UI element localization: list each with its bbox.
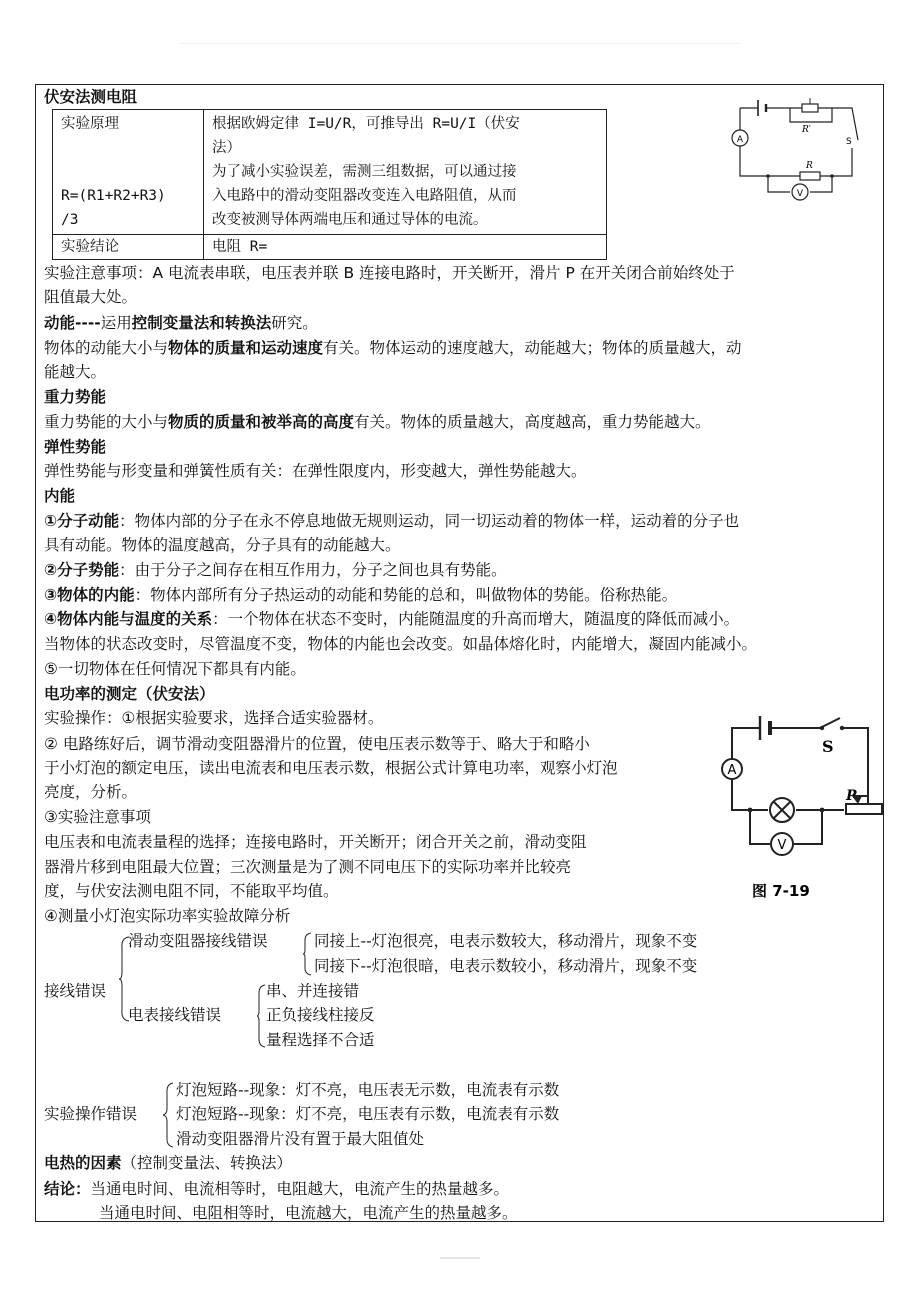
notes-line: 阻值最大处。 bbox=[44, 288, 138, 306]
kinetic-1a: 物体的动能大小与 bbox=[44, 339, 169, 357]
brace-meter bbox=[256, 984, 266, 1048]
principle-line: 根据欧姆定律 I=U/R，可推导出 R=U/I（伏安 bbox=[212, 116, 520, 132]
heat-c1: 当通电时间、电流相等时，电阻越大，电流产生的热量越多。 bbox=[90, 1180, 510, 1198]
ammeter-label: A bbox=[736, 135, 744, 145]
internal-p3 bbox=[44, 584, 677, 606]
brace-wiring bbox=[118, 936, 130, 1022]
internal-p1-b: ①分子动能 bbox=[44, 512, 120, 530]
internal-p4-b: ④物体内能与温度的关系 bbox=[44, 610, 213, 628]
meter-fault-3: 量程选择不合适 bbox=[266, 1031, 375, 1049]
header-rule bbox=[180, 43, 740, 44]
power-title: 电功率的测定（伏安法） bbox=[44, 685, 215, 703]
notes-line: 实验注意事项：A 电流表串联，电压表并联 B 连接电路时，开关断开，滑片 P 在开关闭合前始终处于 bbox=[44, 264, 735, 282]
internal-title: 内能 bbox=[44, 487, 76, 505]
principle-line: 入电路中的滑动变阻器改变连入电路阻值，从而 bbox=[212, 188, 517, 204]
power-op3-line: 电压表和电流表量程的选择；连接电路时，开关断开；闭合开关之前，滑动变阻 bbox=[44, 833, 587, 851]
elastic-title: 弹性势能 bbox=[44, 438, 107, 456]
slider-rheostat-symbol bbox=[846, 804, 882, 814]
power-op2-line: ② 电路练好后，调节滑动变阻器滑片的位置，使电压表示数等于、略大于和略小 bbox=[44, 735, 590, 753]
power-op2-line: 亮度，分析。 bbox=[44, 783, 138, 801]
heat-title-b: 电热的因素 bbox=[44, 1154, 122, 1172]
ammeter-label: A bbox=[727, 763, 737, 778]
rheostat-wiring-error: 滑动变阻器接线错误 bbox=[128, 932, 268, 950]
heat-title bbox=[44, 1152, 292, 1174]
internal-p1-a: ：物体内部的分子在永不停息地做无规则运动，同一切运动着的物体一样，运动着的分子也 bbox=[119, 512, 740, 530]
internal-p5: ⑤一切物体在任何情况下都具有内能。 bbox=[44, 660, 306, 678]
internal-p3-a: ：物体内部所有分子热运动的动能和势能的总和，叫做物体的势能。俗称热能。 bbox=[134, 586, 678, 604]
gravity-a: 重力势能的大小与 bbox=[44, 413, 169, 431]
formula-line-1: R=(R1+R2+R3) bbox=[61, 188, 166, 204]
rheostat-fault-2: 同接下--灯泡很暗，电表示数较小，移动滑片，现象不变 bbox=[314, 957, 698, 975]
brace-rheostat bbox=[302, 932, 312, 976]
meter-wiring-error: 电表接线错误 bbox=[128, 1006, 222, 1024]
conclusion-value: 电阻 R= bbox=[204, 235, 607, 260]
heat-title-n: （控制变量法、转换法） bbox=[121, 1154, 293, 1172]
principle-line: 法） bbox=[212, 140, 241, 156]
gravity-title: 重力势能 bbox=[44, 388, 107, 406]
kinetic-1b: 物体的质量和运动速度 bbox=[168, 339, 324, 357]
operation-error: 实验操作错误 bbox=[44, 1105, 138, 1123]
internal-p4 bbox=[44, 608, 739, 630]
resistor-symbol bbox=[800, 172, 820, 180]
power-op2-line: 于小灯泡的额定电压，读出电流表和电压表示数，根据公式计算电功率，观察小灯泡 bbox=[44, 759, 618, 777]
kinetic-line-2: 能越大。 bbox=[44, 363, 107, 381]
power-op3-line: 器滑片移到电阻最大位置；三次测量是为了测不同电压下的实际功率并比较亮 bbox=[44, 858, 572, 876]
power-circuit-diagram bbox=[712, 712, 884, 907]
meter-fault-2: 正负接线柱接反 bbox=[266, 1006, 375, 1024]
heat-conclusion-2: 当通电时间、电阻相等时，电流越大，电流产生的热量越多。 bbox=[99, 1204, 518, 1222]
rheostat-fault-1: 同接上--灯泡很亮，电表示数较大，移动滑片，现象不变 bbox=[314, 932, 698, 950]
gravity-c: 有关。物体的质量越大，高度越高，重力势能越大。 bbox=[354, 413, 711, 431]
formula-line-2: /3 bbox=[61, 212, 79, 228]
kinetic-line-1 bbox=[44, 337, 742, 359]
brace-operation bbox=[162, 1082, 174, 1148]
principle-line: 改变被测导体两端电压和通过导体的电流。 bbox=[212, 212, 488, 228]
kinetic-title-d: 研究。 bbox=[271, 314, 318, 332]
heat-conclusion-label: 结论： bbox=[44, 1180, 91, 1198]
operation-fault-2: 灯泡短路--现象：灯不亮，电压表有示数，电流表有示数 bbox=[176, 1105, 560, 1123]
principle-text-cell bbox=[204, 110, 607, 235]
rheostat-label: R′ bbox=[802, 125, 811, 135]
power-op1: 实验操作：①根据实验要求，选择合适实验器材。 bbox=[44, 709, 384, 727]
wiring-error: 接线错误 bbox=[44, 982, 107, 1000]
switch-label: S bbox=[846, 137, 852, 147]
figure-caption: 图 7-19 bbox=[752, 882, 810, 900]
kinetic-title-b: 运用 bbox=[100, 314, 132, 332]
internal-p4-2: 当物体的状态改变时，尽管温度不变，物体的内能也会改变。如晶体熔化时，内能增大，凝固内能减小。 bbox=[44, 635, 758, 653]
principle-line: 为了减小实验误差，需测三组数据，可以通过接 bbox=[212, 164, 517, 180]
principle-label: 实验原理 bbox=[61, 116, 119, 132]
operation-fault-1: 灯泡短路--现象：灯不亮，电压表无示数，电流表有示数 bbox=[176, 1081, 560, 1099]
voltmeter-label: V bbox=[777, 838, 787, 853]
page-marker bbox=[440, 1255, 480, 1261]
internal-p1 bbox=[44, 510, 739, 532]
rheostat-symbol bbox=[802, 104, 818, 112]
switch-label: S bbox=[822, 737, 834, 756]
operation-fault-3: 滑动变阻器滑片没有置于最大阻值处 bbox=[176, 1130, 425, 1148]
internal-p2-a: ：由于分子之间存在相互作用力，分子之间也具有势能。 bbox=[119, 561, 507, 579]
gravity-line bbox=[44, 411, 711, 433]
resistor-label: R bbox=[806, 161, 813, 171]
slider-label: P bbox=[846, 788, 857, 804]
kinetic-1c: 有关。物体运动的速度越大，动能越大；物体的质量越大，动 bbox=[323, 339, 742, 357]
gravity-b: 物质的质量和被举高的高度 bbox=[168, 413, 355, 431]
kinetic-title-a: 动能---- bbox=[44, 314, 101, 332]
internal-p2-b: ②分子势能 bbox=[44, 561, 120, 579]
internal-p4-a: ：一个物体在状态不变时，内能随温度的升高而增大，随温度的降低而减小。 bbox=[212, 610, 740, 628]
internal-p3-b: ③物体的内能 bbox=[44, 586, 135, 604]
internal-p2 bbox=[44, 559, 507, 581]
power-op3: ③实验注意事项 bbox=[44, 808, 151, 826]
kinetic-title bbox=[44, 312, 318, 334]
power-op3-line: 度，与伏安法测电阻不同，不能取平均值。 bbox=[44, 882, 339, 900]
power-op4: ④测量小灯泡实际功率实验故障分析 bbox=[44, 907, 291, 925]
principle-table bbox=[52, 109, 607, 260]
ohm-circuit-diagram bbox=[722, 96, 872, 202]
internal-p1-2: 具有动能。物体的温度越高，分子具有的动能越大。 bbox=[44, 536, 401, 554]
meter-fault-1: 串、并连接错 bbox=[266, 982, 360, 1000]
heat-conclusion-1 bbox=[44, 1178, 509, 1200]
conclusion-label: 实验结论 bbox=[53, 235, 204, 260]
principle-label-cell bbox=[53, 110, 204, 235]
kinetic-title-c: 控制变量法和转换法 bbox=[131, 314, 272, 332]
voltmeter-label: V bbox=[796, 189, 804, 199]
elastic-text: 弹性势能与形变量和弹簧性质有关：在弹性限度内，形变越大，弹性势能越大。 bbox=[44, 462, 587, 480]
fuan-title: 伏安法测电阻 bbox=[44, 88, 138, 106]
